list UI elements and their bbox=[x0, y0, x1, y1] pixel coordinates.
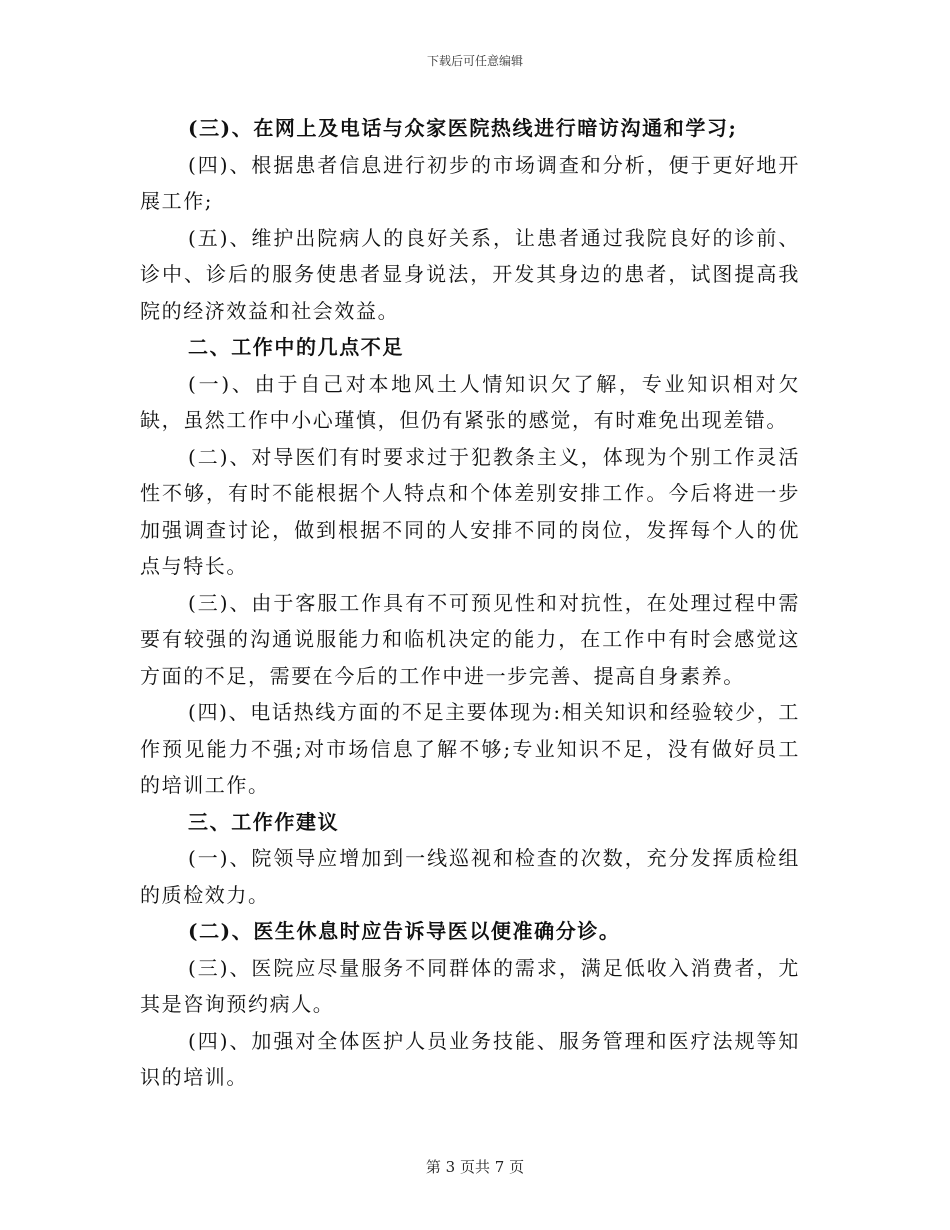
document-body bbox=[140, 110, 800, 1096]
paragraph: (四)、加强对全体医护人员业务技能、服务管理和医疗法规等知识的培训。 bbox=[140, 1028, 800, 1089]
paragraph: (二)、对导医们有时要求过于犯教条主义，体现为个别工作灵活性不够，有时不能根据个人特点和个体差别安排工作。今后将进一步加强调查讨论，做到根据不同的人安排不同的岗位，发挥每个人的优点与特长。 bbox=[140, 444, 800, 578]
paragraph: (三)、在网上及电话与众家医院热线进行暗访沟通和学习; bbox=[188, 116, 738, 140]
paragraph: (二)、医生休息时应告诉导医以便准确分诊。 bbox=[188, 919, 621, 943]
paragraph: (三)、医院应尽量服务不同群体的需求，满足低收入消费者，尤其是咨询预约病人。 bbox=[140, 955, 800, 1016]
page-header: 下载后可任意编辑 bbox=[426, 54, 523, 68]
paragraph: (五)、维护出院病人的良好关系，让患者通过我院良好的诊前、诊中、诊后的服务使患者显身说法，开发其身边的患者，试图提高我院的经济效益和社会效益。 bbox=[140, 225, 800, 323]
paragraph: (一)、院领导应增加到一线巡视和检查的次数，充分发挥质检组的质检效力。 bbox=[140, 846, 800, 907]
page-footer: 第 3 页共 7 页 bbox=[425, 1158, 525, 1176]
paragraph: (三)、由于客服工作具有不可预见性和对抗性，在处理过程中需要有较强的沟通说服能力和临机决定的能力，在工作中有时会感觉这方面的不足，需要在今后的工作中进一步完善、提高自身素养。 bbox=[140, 590, 800, 688]
paragraph: (一)、由于自己对本地风土人情知识欠了解，专业知识相对欠缺，虽然工作中小心瑾慎，但仍有紧张的感觉，有时难免出现差错。 bbox=[140, 371, 800, 432]
paragraph: (四)、根据患者信息进行初步的市场调查和分析，便于更好地开展工作; bbox=[140, 152, 800, 213]
section-heading: 二、工作中的几点不足 bbox=[188, 335, 404, 359]
section-heading: 三、工作作建议 bbox=[188, 809, 340, 834]
paragraph: (四)、电话热线方面的不足主要体现为:相关知识和经验较少，工作预见能力不强;对市场信息了解不够;专业知识不足，没有做好员工的培训工作。 bbox=[140, 700, 800, 797]
